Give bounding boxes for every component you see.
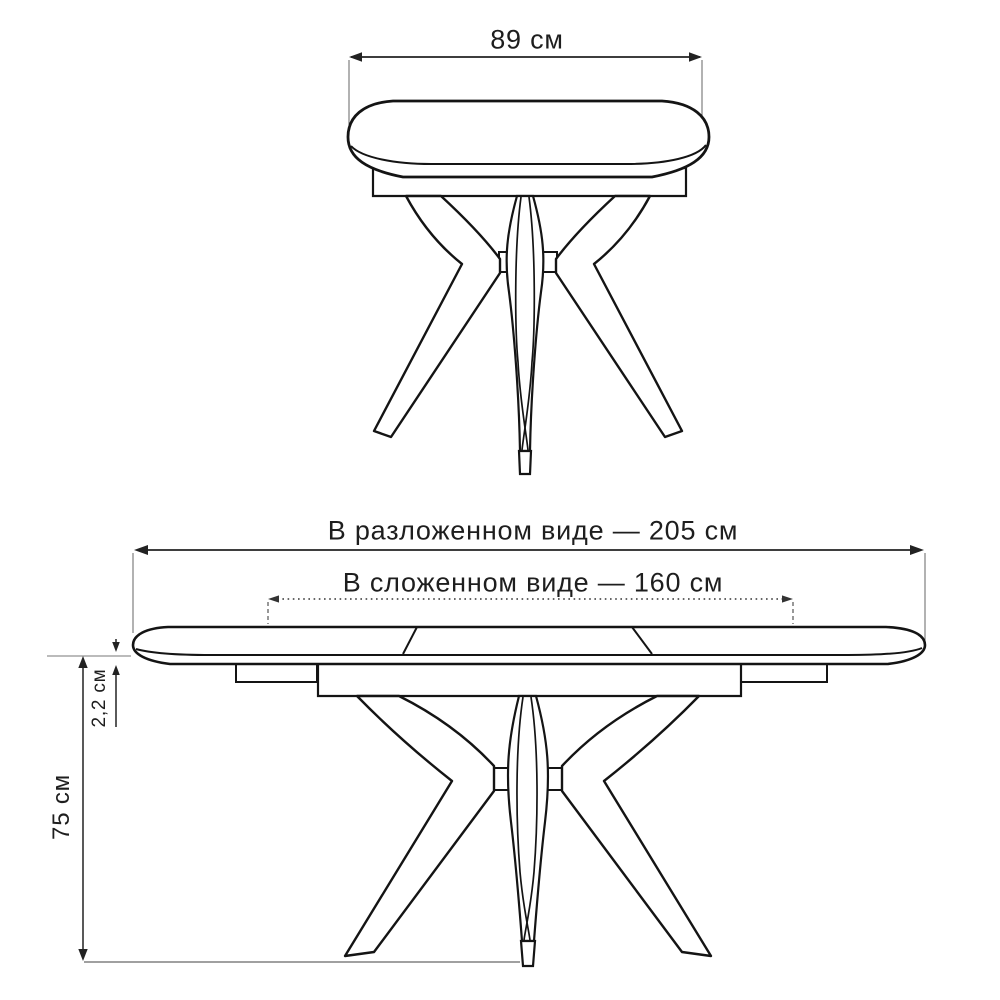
arrow-right-icon <box>689 52 702 62</box>
dimension-label-top-width: 89 см <box>490 24 564 55</box>
arrow-up-icon <box>78 656 87 668</box>
top-view-figure <box>348 52 709 474</box>
arrow-down-icon <box>78 949 87 961</box>
top-view-right-leg <box>556 196 682 437</box>
top-view-center-column <box>507 196 544 474</box>
side-view-tabletop <box>133 627 925 664</box>
top-view-center-foot <box>519 451 531 474</box>
side-view-figure <box>47 545 925 966</box>
thickness-dimension <box>112 639 120 727</box>
side-view-left-leg <box>345 696 494 956</box>
side-view-right-leg <box>562 696 711 956</box>
top-view-left-leg <box>374 196 500 437</box>
folded-length-dimension <box>268 595 793 624</box>
dimension-label-folded-length: В сложенном виде — 160 см <box>342 567 724 598</box>
side-view-center-column <box>508 696 548 966</box>
side-view-center-foot <box>521 941 535 966</box>
top-view-tabletop <box>348 101 709 177</box>
arrow-down-icon <box>112 642 120 652</box>
arrow-right-icon <box>910 545 924 555</box>
dimension-label-thickness: 2,2 см <box>89 668 110 728</box>
arrow-up-icon <box>112 665 120 675</box>
arrow-left-icon <box>268 595 279 602</box>
arrow-left-icon <box>349 52 362 62</box>
arrow-left-icon <box>134 545 148 555</box>
dimension-label-unfolded-length: В разложенном виде — 205 см <box>327 515 739 546</box>
arrow-right-icon <box>782 595 793 602</box>
dimension-label-height: 75 см <box>48 774 75 840</box>
